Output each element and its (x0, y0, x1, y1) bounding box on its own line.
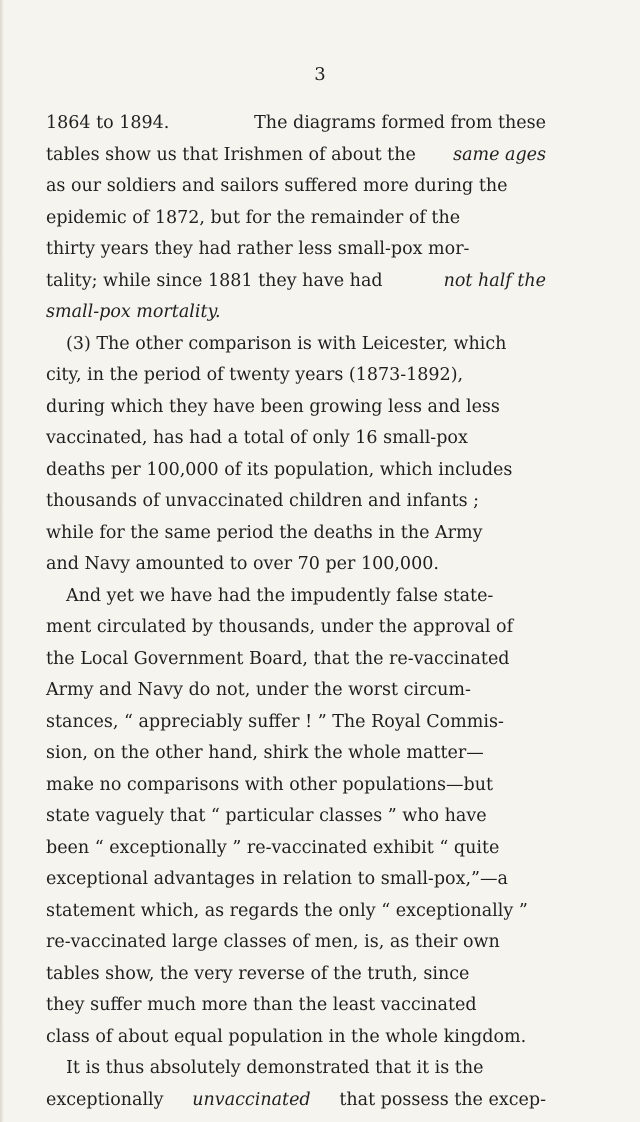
text-span: vaccinated, has had a total of only 16 small-pox (46, 428, 468, 448)
text-span: as our soldiers and sailors suffered more during the (46, 176, 508, 196)
text-span: sion, on the other hand, shirk the whole matter— (46, 743, 484, 763)
text-span: class of about equal population in the whole kingdom. (46, 1026, 527, 1047)
text-span: while for the same period the deaths in the Army (46, 522, 483, 543)
text-span: deaths per 100,000 of its population, which includes (46, 459, 513, 480)
text-line (46, 770, 546, 802)
text-line (46, 864, 546, 896)
text-span: exceptionally (46, 1089, 164, 1110)
text-span: tality; while since 1881 they have had (46, 270, 383, 291)
page-edge-shadow (0, 0, 4, 1122)
text-span: exceptional advantages in relation to small-pox,”—a (46, 869, 508, 889)
text-line (46, 1085, 546, 1117)
text-span: that possess the excep- (339, 1089, 546, 1110)
text-span: re-vaccinated large classes of men, is, as their own (46, 932, 500, 952)
text-line (46, 612, 546, 644)
text-span: The diagrams formed from these (254, 113, 546, 133)
body-text (46, 108, 546, 1116)
text-line (46, 360, 546, 392)
text-line (46, 833, 546, 865)
text-span: make no comparisons with other populations—but (46, 774, 494, 795)
text-line (46, 455, 546, 487)
page-number: 3 (314, 64, 326, 85)
text-line (46, 297, 546, 329)
text-line (46, 203, 546, 235)
italic-text-span: same ages (453, 144, 546, 165)
text-span: thousands of unvaccinated children and infants ; (46, 491, 480, 511)
text-line (46, 549, 546, 581)
text-line (46, 707, 546, 739)
text-span: state vaguely that “ particular classes ” who have (46, 806, 487, 826)
text-span: Army and Navy do not, under the worst circum- (46, 680, 471, 700)
text-line (46, 801, 546, 833)
text-line (46, 266, 546, 298)
text-span: ment circulated by thousands, under the approval of (46, 617, 514, 637)
text-span: tables show us that Irishmen of about the (46, 144, 416, 165)
text-line (46, 486, 546, 518)
text-line (46, 738, 546, 770)
italic-text-span: not half the (443, 270, 546, 291)
text-span: thirty years they had rather less small-pox mor- (46, 239, 470, 259)
text-span: statement which, as regards the only “ exceptionally ” (46, 900, 528, 921)
text-span: 1864 to 1894. (46, 113, 170, 133)
text-line (46, 1053, 546, 1085)
text-span: the Local Government Board, that the re-vaccinated (46, 648, 510, 669)
text-line (46, 675, 546, 707)
text-line (46, 990, 546, 1022)
text-line (46, 927, 546, 959)
italic-text-span: unvaccinated (192, 1089, 311, 1110)
text-span: stances, “ appreciably suffer ! ” The Royal Commis- (46, 711, 504, 732)
text-line (46, 644, 546, 676)
text-line (46, 171, 546, 203)
text-line (46, 896, 546, 928)
text-line (46, 329, 546, 361)
text-line (46, 234, 546, 266)
text-span: And yet we have had the impudently false state- (66, 585, 494, 606)
text-line (46, 140, 546, 172)
text-span: tables show, the very reverse of the truth, since (46, 963, 470, 984)
text-span: they suffer much more than the least vaccinated (46, 995, 477, 1015)
text-line (46, 581, 546, 613)
text-line (46, 423, 546, 455)
text-line (46, 1022, 546, 1054)
text-span: (3) The other comparison is with Leicester, which (66, 333, 507, 354)
italic-text-span: small-pox mortality. (46, 302, 221, 322)
text-span: and Navy amounted to over 70 per 100,000. (46, 554, 439, 574)
text-span: during which they have been growing less and less (46, 396, 500, 417)
text-line (46, 108, 546, 140)
text-span: city, in the period of twenty years (1873-1892), (46, 365, 464, 385)
text-line (46, 392, 546, 424)
text-span: been “ exceptionally ” re-vaccinated exhibit “ quite (46, 837, 500, 858)
text-span: It is thus absolutely demonstrated that it is the (66, 1058, 484, 1078)
text-line (46, 959, 546, 991)
text-span: epidemic of 1872, but for the remainder of the (46, 207, 461, 228)
text-line (46, 518, 546, 550)
